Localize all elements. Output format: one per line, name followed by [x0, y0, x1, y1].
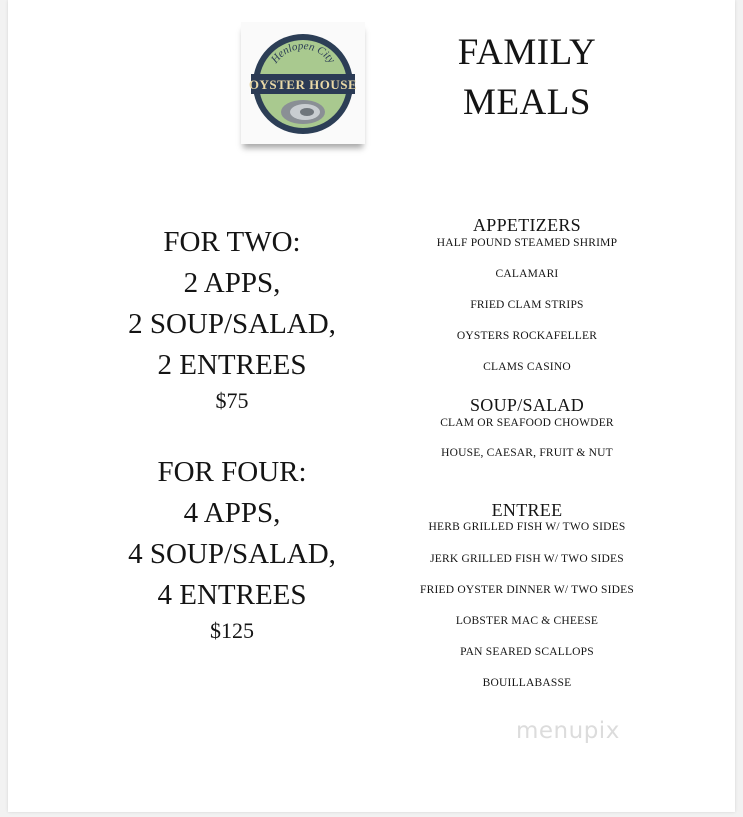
menu-item: HALF POUND STEAMED SHRIMP — [436, 237, 618, 249]
oyster-shell-icon — [281, 100, 325, 124]
menu-item: LOBSTER MAC & CHEESE — [455, 615, 599, 627]
menu-item: JERK GRILLED FISH W/ TWO SIDES — [430, 553, 624, 565]
logo-band-text: OYSTER HOUSE — [249, 77, 357, 92]
for-two-apps: 2 APPS, — [183, 267, 281, 299]
for-two-soup-salad: 2 SOUP/SALAD, — [128, 308, 336, 340]
for-two-section — [96, 222, 368, 416]
for-four-entrees: 4 ENTREES — [157, 579, 307, 611]
menu-item: BOUILLABASSE — [482, 677, 572, 689]
for-two-entrees: 2 ENTREES — [157, 349, 307, 381]
menu-item: CLAM OR SEAFOOD CHOWDER — [440, 417, 614, 429]
menu-item: FRIED OYSTER DINNER W/ TWO SIDES — [420, 584, 634, 596]
logo-card — [241, 22, 365, 144]
soup-salad-section — [403, 395, 651, 475]
menu-item: CALAMARI — [495, 268, 559, 280]
menu-item: CLAMS CASINO — [483, 361, 571, 373]
logo-top-text: Henlopen City — [268, 40, 338, 66]
entree-section — [403, 500, 651, 700]
for-four-apps: 4 APPS, — [183, 497, 281, 529]
title-line-2: MEALS — [463, 82, 591, 123]
for-two-heading: FOR TWO: — [163, 226, 301, 258]
for-four-soup-salad: 4 SOUP/SALAD, — [128, 538, 336, 570]
soup-salad-heading: SOUP/SALAD — [469, 395, 585, 415]
page-title — [413, 28, 641, 128]
menu-item: PAN SEARED SCALLOPS — [460, 646, 594, 658]
menu-page — [8, 0, 735, 812]
oyster-house-logo — [249, 28, 357, 136]
menu-item: OYSTERS ROCKAFELLER — [456, 330, 598, 342]
for-two-price: $75 — [215, 388, 249, 413]
menu-item: FRIED CLAM STRIPS — [470, 299, 584, 311]
menu-item: HERB GRILLED FISH W/ TWO SIDES — [428, 521, 626, 533]
appetizers-section — [403, 215, 651, 385]
entree-heading: ENTREE — [491, 500, 563, 520]
for-four-heading: FOR FOUR: — [157, 456, 307, 488]
appetizers-heading: APPETIZERS — [472, 215, 581, 235]
for-four-section — [96, 452, 368, 646]
menu-item: HOUSE, CAESAR, FRUIT & NUT — [441, 447, 613, 459]
title-line-1: FAMILY — [457, 32, 597, 73]
for-four-price: $125 — [210, 618, 254, 643]
watermark: menupix — [516, 718, 620, 744]
